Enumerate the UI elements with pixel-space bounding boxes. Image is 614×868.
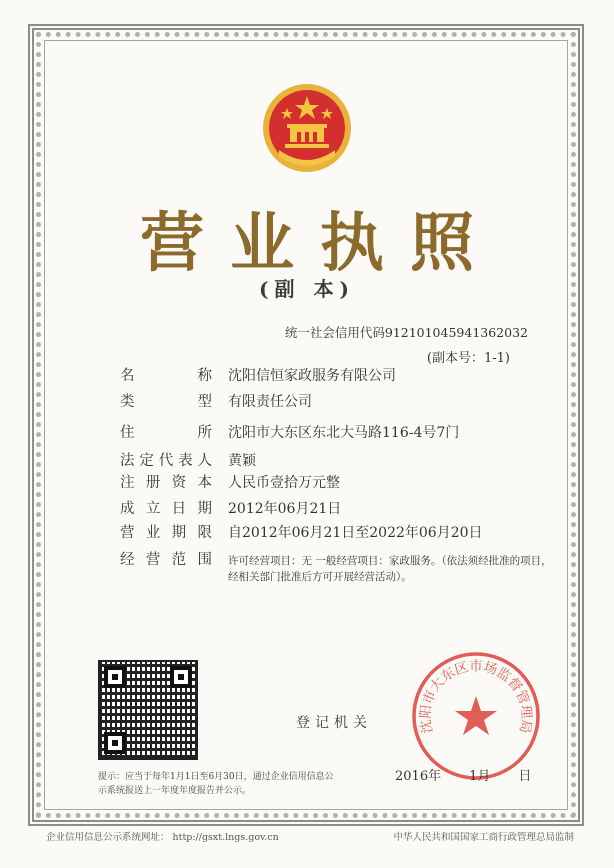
official-seal-icon: [410, 650, 542, 782]
field-label: 类 型: [120, 394, 212, 410]
field-value: 黄颖: [228, 453, 256, 469]
field-value: 自2012年06月21日至2022年06月20日: [228, 525, 483, 541]
field-row: [120, 390, 312, 411]
issue-day: 日: [518, 769, 532, 784]
footer-issuer: 中华人民共和国国家工商行政管理总局监制: [393, 832, 574, 843]
field-label: 经 营 范 围: [120, 552, 212, 568]
svg-text:沈阳市大东区市场监督管理局: 沈阳市大东区市场监督管理局: [417, 658, 535, 735]
field-label: 名 称: [120, 368, 212, 384]
field-row: [120, 548, 558, 585]
field-row: [120, 421, 459, 442]
license-title: 营业执照: [140, 206, 500, 281]
field-label: 注 册 资 本: [120, 475, 212, 491]
registrar-label: 登记机关: [296, 715, 372, 731]
qr-finder: [104, 732, 126, 754]
field-row: [120, 364, 396, 385]
field-label: 住 所: [120, 425, 212, 441]
field-value: 人民币壹拾万元整: [228, 475, 340, 491]
issue-month: 1月: [469, 769, 491, 784]
qr-finder: [170, 666, 192, 688]
field-value: 沈阳信恒家政服务有限公司: [228, 368, 396, 384]
qr-finder: [104, 666, 126, 688]
field-value: 有限责任公司: [228, 394, 312, 410]
field-label: 法 定 代 表 人: [120, 453, 212, 469]
footer-website: 企业信用信息公示系统网址： http://gsxt.lngs.gov.cn: [46, 832, 279, 843]
issue-date: [395, 765, 531, 784]
credit-code: 统一社会信用代码912101045941362032: [284, 325, 528, 340]
license-subtitle: (副 本): [259, 277, 355, 301]
national-emblem-icon: [257, 78, 357, 178]
field-row: [120, 497, 341, 518]
field-label: 成 立 日 期: [120, 501, 212, 517]
annual-report-hint: 提示：应当于每年1月1日至6月30日，通过企业信用信息公示系统报送上一年度年度报告并公示。: [98, 772, 334, 796]
field-value: 沈阳市大东区东北大马路116-4号7门: [228, 425, 460, 441]
field-row: [120, 521, 483, 542]
qr-code[interactable]: [98, 660, 198, 760]
field-row: [120, 471, 340, 492]
field-value: 2012年06月21日: [228, 501, 342, 517]
copy-number: (副本号：1-1): [426, 351, 510, 366]
field-value: 许可经营项目：无 一般经营项目：家政服务。（依法须经批准的项目，经相关部门批准后方可开展经营活动）。: [228, 555, 552, 583]
field-row: [120, 449, 256, 470]
issue-year: 2016年: [395, 769, 442, 784]
field-label: 营 业 期 限: [120, 525, 212, 541]
